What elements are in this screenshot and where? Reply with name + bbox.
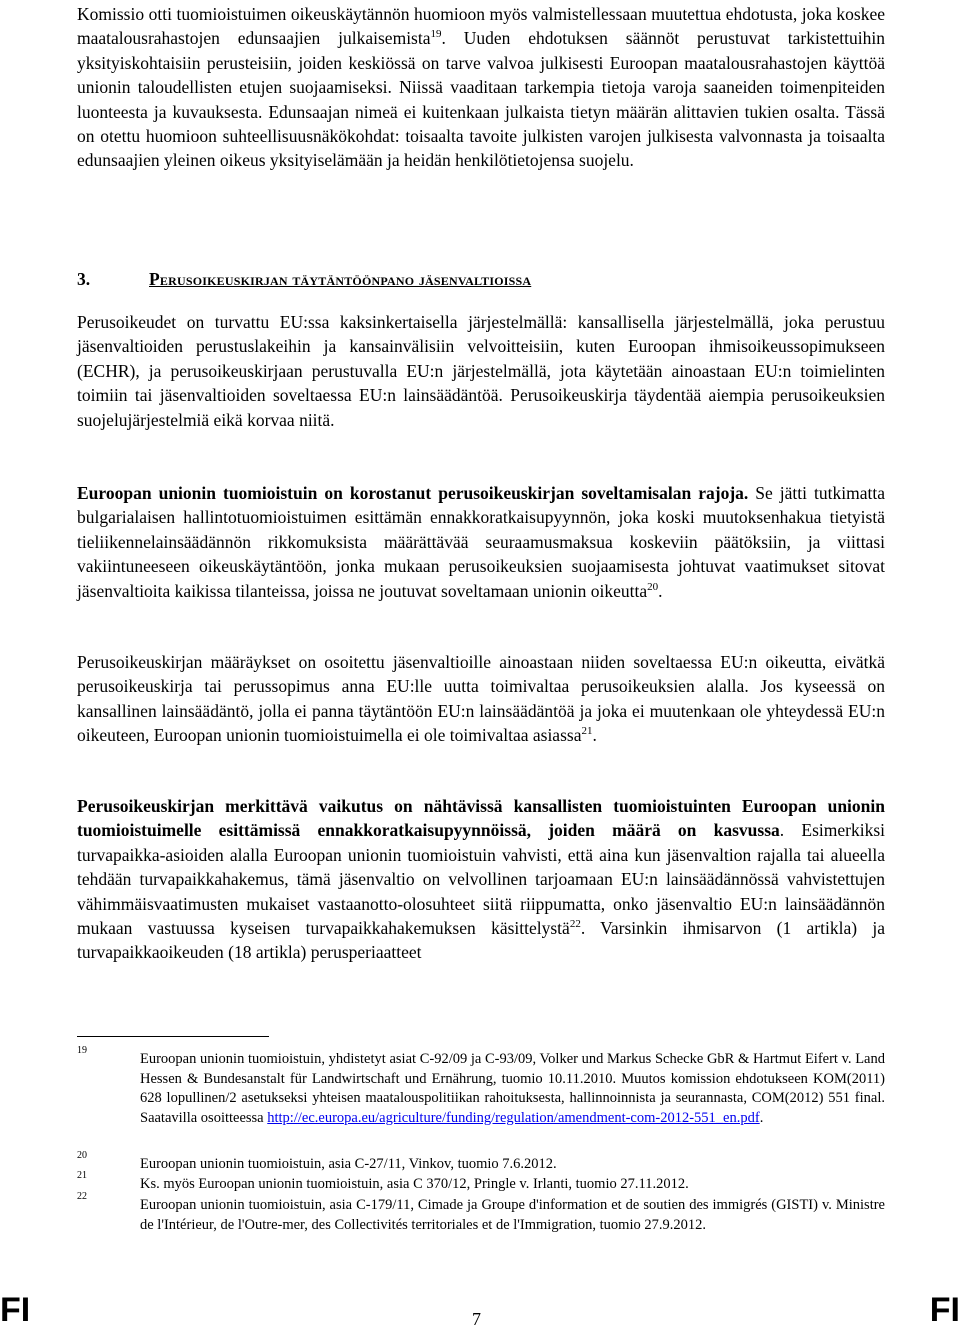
footnote-ref-20[interactable]: 20 (647, 580, 659, 593)
footnote-21 (77, 1170, 885, 1195)
footnote-divider (77, 1036, 269, 1037)
paragraph-text: . Uuden ehdotuksen säännöt perustuvat tarkistettuihin yksityiskohtaisiin perusteisiin, joiden keskiössä on tarve valvoa julkisesti Euroopan maatalousrahastojen käyttöä unionin taloudellisten etujen suojaamiseksi. Niissä vaaditaan tarkempia tietoja varoja saaneiden toimenpiteiden luonteesta ja kuvauksesta. Edunsaajan nimeä ei kuitenkaan julkaista tietyn määrän alittavien tukien osalta. Tässä on otettu huomioon suhteellisuusnäkökohdat: toisaalta tavoite julkisten varojen julkisesta valvonnasta ja toisaalta edunsaajien yleinen oikeus yksityiselämään ja heidän henkilötietojensa suojelu. (77, 28, 885, 171)
section-title: Perusoikeuskirjan täytäntöönpano jäsenvaltioissa (149, 269, 532, 289)
paragraph-text: Perusoikeudet on turvattu EU:ssa kaksinkertaisella järjestelmällä: kansallisella järjestelmällä, joka perustuu jäsenvaltioiden perustuslakeihin ja kansainvälisiin velvoitteisiin, kuten Euroopan ihmisoikeussopimukseen (ECHR), ja perusoikeuskirjaan perustuvalla EU:n järjestelmällä, jota käytetään ainoastaan EU:n toimielinten toimiin tai jäsenvaltioiden soveltaessa EU:n lainsäädäntöä. Perusoikeuskirja täydentää aiempia perusoikeuksien suojelujärjestelmiä eikä korvaa niitä. (77, 312, 885, 430)
footnote-number: 20 (77, 1150, 87, 1161)
footnote-number: 22 (77, 1191, 87, 1202)
footnote-ref-22[interactable]: 22 (569, 918, 581, 931)
section-heading (77, 268, 885, 290)
paragraph-text: Perusoikeuskirjan määräykset on osoitettu jäsenvaltioille ainoastaan niiden soveltaessa EU:n oikeutta, eivätkä perusoikeuskirja tai perussopimus anna EU:lle uutta toimivaltaa perusoikeuksien alalla. Jos kyseessä on kansallinen lainsäädäntö, jolla ei panna täytäntöön EU:n lainsäädäntöä ja joka ei muutenkaan ole yhteydessä EU:n oikeuteen, Euroopan unionin tuomioistuimella ei ole toimivaltaa asiassa (77, 652, 885, 746)
page-number: 7 (472, 1309, 481, 1329)
footnote-number: 19 (77, 1045, 87, 1056)
footnote-end: . (759, 1109, 764, 1126)
footnote-text: Euroopan unionin tuomioistuin, yhdistetyt asiat C-92/09 ja C-93/09, Volker und Markus Schecke GbR & Hartmut Eifert v. Land Hessen & Bundesanstalt für Landwirtschaft und Ernährung, tuomio 10.11.2010. Muutos komission ehdotukseen KOM(2011) 628 lopullinen/2 asetukseksi yhteisen maatalouspolitiikan rahoituksesta, hallinnoinnista ja seurannasta, COM(2012) 551 final. Saatavilla osoitteessa (140, 1051, 885, 1126)
paragraph-end: . Varsinkin ihmisarvon (1 artikla) ja turvapaikkaoikeuden (18 artikla) perusperiaatteet (77, 918, 885, 963)
paragraph-end: . (592, 725, 597, 746)
footnote-text: Euroopan unionin tuomioistuin, asia C-179/11, Cimade ja Groupe d'information et de soutien des immigrés (GISTI) v. Ministre de l'Intérieur, de l'Outre-mer, des Collectivités territoriales et de l'Immigration, tuomio 27.9.2012. (140, 1197, 885, 1233)
section-number: 3. (77, 269, 91, 289)
footnote-link[interactable]: http://ec.europa.eu/agriculture/funding/regulation/amendment-com-2012-551_en.pdf (267, 1109, 760, 1126)
footnote-22 (77, 1191, 885, 1235)
intro-paragraph (77, 2, 885, 173)
paragraph-1 (77, 310, 885, 432)
paragraph-end: . (658, 580, 663, 601)
paragraph-bold-lead: Perusoikeuskirjan merkittävä vaikutus on nähtävissä kansallisten tuomioistuinten Euroopan unionin tuomioistuimelle esittämissä ennakkoratkaisupyynnöissä, joiden määrä on kasvussa (77, 796, 885, 841)
footnote-text: Euroopan unionin tuomioistuin, asia C-27/11, Vinkov, tuomio 7.6.2012. (140, 1156, 557, 1172)
footnote-ref-19[interactable]: 19 (430, 28, 442, 41)
footnote-number: 21 (77, 1170, 87, 1181)
footnote-ref-21[interactable]: 21 (581, 725, 593, 738)
footnote-20 (77, 1150, 885, 1175)
paragraph-text: Komissio otti tuomioistuimen oikeuskäytännön huomioon myös valmistellessaan muutettua ehdotusta, joka koskee maatalousrahastojen edunsaajien julkaisemista (77, 4, 885, 49)
footnote-19 (77, 1045, 885, 1128)
paragraph-text: . Esimerkiksi turvapaikka-asioiden alalla Euroopan unionin tuomioistuin vahvisti, että aina kun jäsenvaltion rajalla tai alueella tehdään turvapaikkahakemus, tämä jäsenvaltio on velvollinen tarjoamaan EU:n lainsäädännössä vahvistettujen vähimmäisvaatimusten mukaiset vastaanotto-olosuhteet siitä riippumatta, onko jäsenvaltio EU:n lainsäädännön mukaan vastuussa kyseisen turvapaikkahakemuksen käsittelystä (77, 820, 885, 939)
paragraph-3 (77, 650, 885, 748)
footnote-text: Ks. myös Euroopan unionin tuomioistuin, asia C 370/12, Pringle v. Irlanti, tuomio 27.11.2012. (140, 1176, 689, 1192)
paragraph-4 (77, 794, 885, 965)
paragraph-text: Se jätti tutkimatta bulgarialaisen hallintotuomioistuimen esittämän ennakkoratkaisupyynnön, joka koski muutoksenhakua tietyistä tieliikennelainsäädännön rikkomuksista määrättävää seuraamusmaksua koskeviin päätöksiin, ja viittasi vakiintuneeseen oikeuskäytäntöön, jonka mukaan perusoikeuksien suojaamisesta johtuvat vaatimukset sitovat jäsenvaltioita kaikissa tilanteissa, joissa ne joutuvat soveltamaan unionin oikeutta (77, 483, 885, 601)
paragraph-2 (77, 481, 885, 603)
paragraph-bold-lead: Euroopan unionin tuomioistuin on korostanut perusoikeuskirjan soveltamisalan rajoja. (77, 483, 749, 503)
footer-language-right: FI (929, 1291, 960, 1329)
footer-language-left: FI (0, 1291, 31, 1329)
